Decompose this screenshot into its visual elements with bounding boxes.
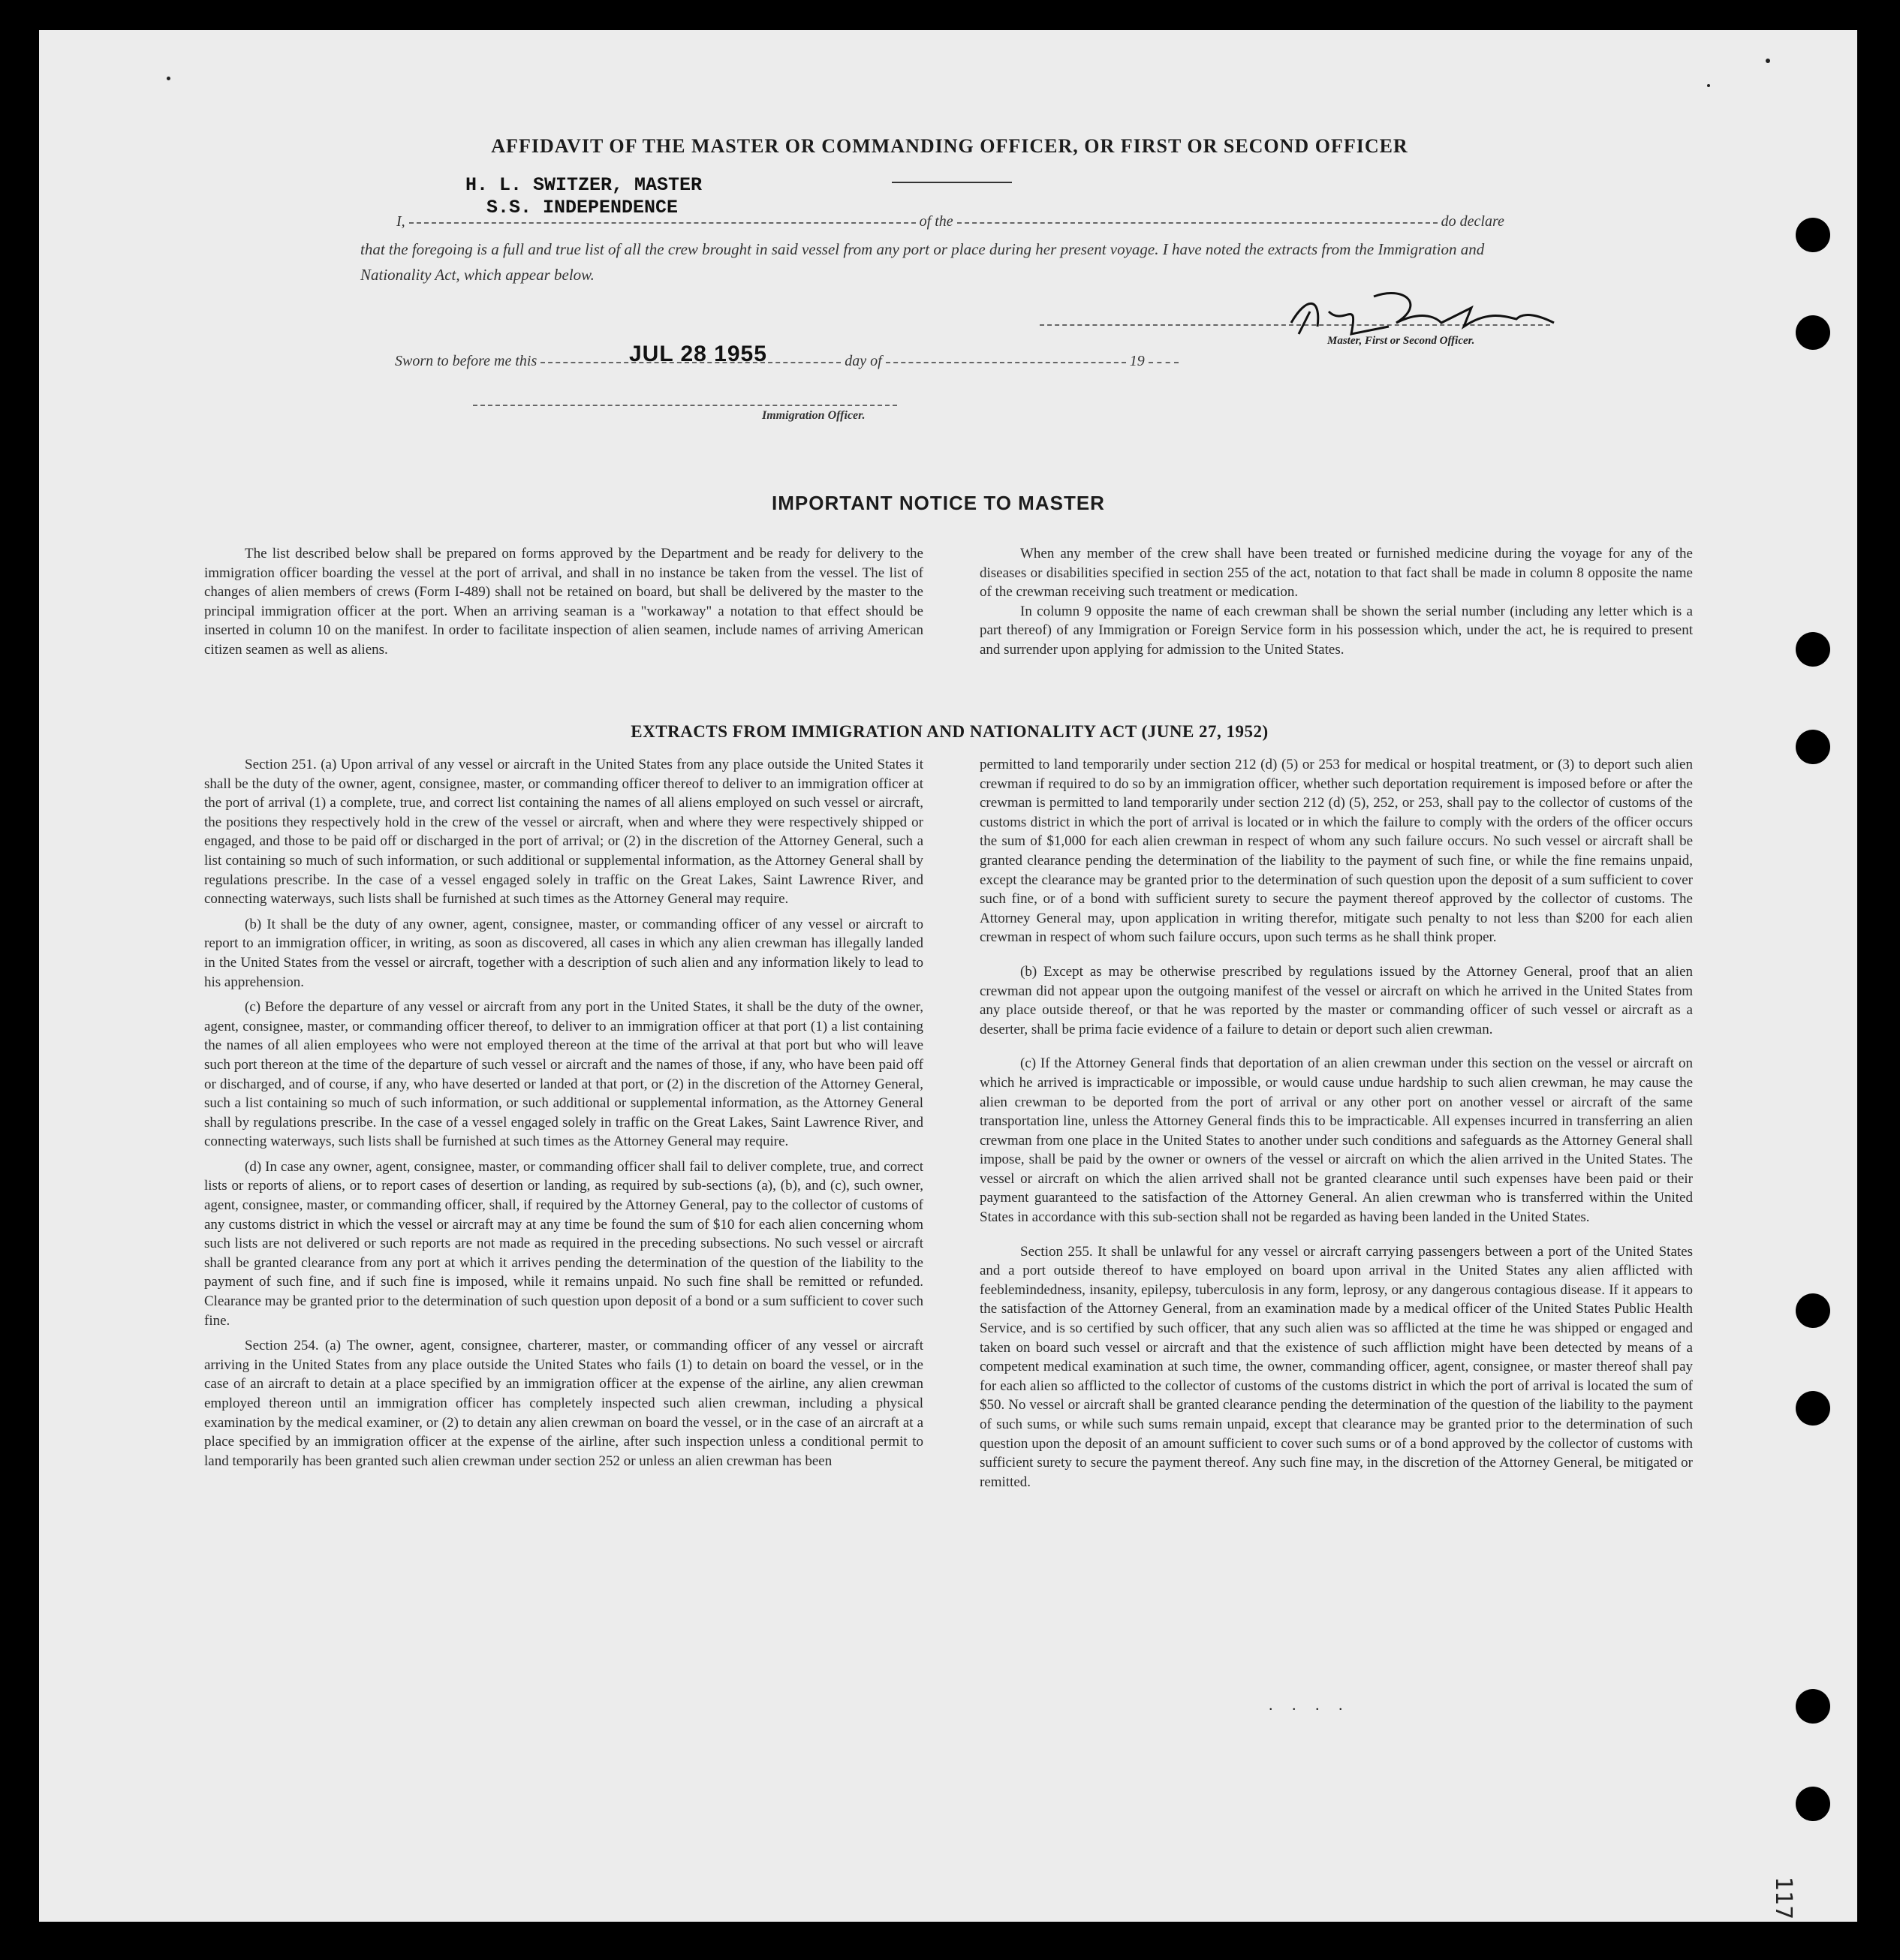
name-blank	[409, 221, 916, 224]
year-blank	[1149, 360, 1179, 363]
notice-right-column	[980, 544, 1693, 660]
sworn-line	[395, 353, 1179, 370]
prefix-i: I,	[396, 213, 405, 230]
binder-hole-1	[1796, 218, 1830, 252]
section-254-a-continued: permitted to land temporarily under section 212 (d) (5) or 253 for medical or hospital treatment, or (3) to deport such alien crewman if required to do so by an immigration officer, whether such deportation requirement is imposed before or after the crewman is permitted to land temporarily under section 212 (d) (5), 252, or 253, shall pay to the collector of customs of the customs district in which the port of arrival is located or in which the failure to comply with the orders of the officer occurs the sum of $1,000 for each alien crewman in respect of whom any such failure occurs. No such vessel or aircraft shall be granted clearance pending the determination of the liability to the payment of such fine, or while the fine remains unpaid, except the clearance may be granted prior to the determination of such question upon the deposit of a sum sufficient to cover such fine, or of a bond with sufficient surety to secure the payment thereof approved by the collector of customs. The Attorney General may, upon application in writing therefor, mitigate such penalty to not less than $200 for each alien crewman in respect of whom such failure occurs, upon such terms as he shall think proper.	[980, 757, 1693, 946]
binder-hole-6	[1796, 1391, 1830, 1426]
do-declare-label: do declare	[1441, 213, 1504, 230]
declaration-text: that the foregoing is a full and true list of all the crew brought in said vessel from any port or place during her present voyage. I have noted the extracts from the Immigration and Nationality Act, which appear below.	[360, 240, 1485, 284]
section-254-a: Section 254. (a) The owner, agent, consignee, charterer, master, or commanding officer of any vessel or aircraft arriving in the United States from any place outside the United States who fails (1) to detain on board the vessel, or in the case of an aircraft to detain at a place specified by an immigration officer at the expense of the airline, any alien crewman employed thereon until an immigration officer has completely inspected such alien crewman, including a physical examination by the medical examiner, or (2) to detain any alien crewman on board the vessel, or in the case of an aircraft at a place specified by an immigration officer at the expense of the airline, after such inspection unless a conditional permit to land temporarily has been granted such alien crewman under section 252 or unless an alien crewman has been	[204, 1338, 923, 1469]
month-blank	[886, 360, 1126, 363]
binder-hole-8	[1796, 1787, 1830, 1821]
extracts-left-column	[204, 755, 923, 1471]
binder-hole-7	[1796, 1689, 1830, 1724]
title-rule	[892, 182, 1012, 183]
section-251-d: (d) In case any owner, agent, consignee, master, or commanding officer shall fail to deliver complete, true, and correct lists or reports of aliens, or to report cases of desertion or landing, as required by sub-sections (a), (b), and (c), such owner, agent, consignee, master, or commanding officer, shall, if required by the Attorney General, pay to the collector of customs of any customs district in which the vessel or aircraft may at any time be found the sum of $10 for each alien concerning whom such lists are not delivered or such reports are not made as required in the preceding subsections. No such vessel or aircraft shall be granted clearance from any port at which it arrives pending the determination of the question of the liability to the payment of such fine, and if such fine is imposed, while it remains unpaid. No such fine shall be remitted or refunded. Clearance may be granted prior to the determination of such question upon deposit of a bond or a sum sufficient to cover such fine.	[204, 1158, 923, 1329]
binder-hole-5	[1796, 1293, 1830, 1328]
section-254-c: (c) If the Attorney General finds that deportation of an alien crewman under this section on the vessel or aircraft on which he arrived is impracticable or impossible, or would cause undue hardship to such alien crewman, he may cause the alien crewman to be deported from the port of arrival or any other port on another vessel or aircraft of the same transportation line, unless the Attorney General finds this to be impracticable. All expenses incurred in transferring an alien crewman from one place in the United States to another under such conditions and safeguards as the Attorney General shall impose, shall be paid by the owner or owners of the vessel or aircraft on which the alien arrived in the United States. The vessel or aircraft on which the alien arrived shall not be granted clearance until such expenses have been paid or their payment guaranteed to the satisfaction of the Attorney General. An alien crewman who is transferred within the United States in accordance with this sub-section shall not be regarded as having been landed in the United States.	[980, 1055, 1693, 1226]
binder-hole-2	[1796, 315, 1830, 350]
notice-right-paragraph-2: In column 9 opposite the name of each crewman shall be shown the serial number (including any letter which is a part thereof) of any Immigration or Foreign Service form in his possession which, under the act, he is required to present and surrender upon applying for admission to the United States.	[980, 603, 1693, 658]
declarant-line	[396, 213, 1504, 230]
binder-hole-4	[1796, 730, 1830, 764]
notice-right-paragraph-1: When any member of the crew shall have been treated or furnished medicine during the voyage for any of the diseases or disabilities specified in section 255 of the act, notation to that fact shall be made in column 8 opposite the name of the crewman receiving such treatment or medication.	[980, 546, 1693, 601]
section-251-c: (c) Before the departure of any vessel or aircraft from any port in the United States, it shall be the duty of the owner, agent, consignee, master, or commanding officer thereof, to deliver to an immigration officer at that port (1) a list containing the names of all alien employees who were not employed thereon at the time of the arrival at that port but who will leave such port thereon at the time of the departure of such vessel or aircraft and the names of those, if any, who have been paid off or discharged, and of course, if any, who have deserted or landed at that port, or (2) in the discretion of the Attorney General, such a list containing so much of such information, or such additional or supplemental information, as the Attorney General shall by regulations prescribe. In the case of a vessel engaged solely in traffic on the Great Lakes, Saint Lawrence River, and connecting waterways, such lists shall be furnished at such times as the Attorney General may require.	[204, 999, 923, 1150]
notice-left-column	[204, 544, 923, 660]
affidavit-title: AFFIDAVIT OF THE MASTER OR COMMANDING OFFICER, OR FIRST OR SECOND OFFICER	[491, 135, 1408, 157]
typed-vessel-name: S.S. INDEPENDENCE	[486, 197, 679, 218]
day-of-label: day of	[845, 353, 882, 369]
extracts-title: EXTRACTS FROM IMMIGRATION AND NATIONALITY ACT (JUNE 27, 1952)	[631, 722, 1269, 741]
section-251-a: Section 251. (a) Upon arrival of any vessel or aircraft in the United States from any place outside the United States it shall be the duty of the owner, agent, consignee, master, or commanding officer thereof to deliver to an immigration officer at the port of arrival (1) a complete, true, and correct list containing the names of all aliens employed on such vessel or aircraft, the positions they respectively hold in the crew of the vessel or aircraft, when and where they were respectively shipped or engaged, and those to be paid off or discharged in the port of arrival; or (2) in the discretion of the Attorney General, such a list containing so much of such information, or such additional or supplemental information, as the Attorney General shall by regulations prescribe. In the case of a vessel engaged solely in traffic on the Great Lakes, Saint Lawrence River, and connecting waterways, such lists shall be furnished at such times as the Attorney General may require.	[204, 757, 923, 908]
handwritten-margin-note: 117	[1770, 1877, 1796, 1920]
typed-master-name: H. L. SWITZER, MASTER	[465, 174, 703, 196]
scan-speck	[167, 77, 170, 80]
section-251-b: (b) It shall be the duty of any owner, agent, consignee, master, or commanding officer of any vessel or aircraft to report to an immigration officer, in writing, as soon as discovered, all cases in which any alien crewman has illegally landed in the United States from the vessel or aircraft, together with a description of such alien and any information likely to lead to his apprehension.	[204, 916, 923, 990]
sworn-label: Sworn to before me this	[395, 353, 537, 369]
scan-speck	[1766, 59, 1770, 63]
extracts-right-column	[980, 755, 1693, 1492]
date-stamp: JUL 28 1955	[629, 342, 767, 366]
signature-caption: Master, First or Second Officer.	[1327, 335, 1475, 347]
vessel-blank	[957, 221, 1438, 224]
year-prefix: 19	[1129, 353, 1145, 369]
binder-hole-3	[1796, 632, 1830, 667]
officer-blank	[473, 403, 897, 406]
scan-speck	[1707, 84, 1710, 87]
of-the-label: of the	[919, 213, 953, 230]
section-255: Section 255. It shall be unlawful for any vessel or aircraft carrying passengers between a port of the United States and a port outside thereof to have employed on board upon arrival in the United States any alien afflicted with feeblemindedness, insanity, epilepsy, tuberculosis in any form, leprosy, or any dangerous contagious disease. If it appears to the satisfaction of the Attorney General, from an examination made by a medical officer of the United States Public Health Service, and is so certified by such officer, that any such alien was so afflicted at the time he was shipped or engaged and taken on board such vessel or aircraft and that the existence of such affliction might have been detected by means of a competent medical examination at such time, the owner, commanding officer, agent, consignee, or master thereof shall pay for each alien so afflicted to the collector of customs of the customs district in which the port of arrival is located the sum of $50. No vessel or aircraft shall be granted clearance pending the determination of the question of the liability to the payment of such sums, or while such sums remain unpaid, except that clearance may be granted prior to the determination of such question upon the deposit of an amount sufficient to cover such sums or of a bond approved by the collector of customs with sufficient surety to secure the payment thereof. Any such fine may, in the discretion of the Attorney General, be mitigated or remitted.	[980, 1243, 1693, 1490]
officer-caption: Immigration Officer.	[762, 409, 866, 422]
notice-left-paragraph: The list described below shall be prepared on forms approved by the Department and be ready for delivery to the immigration officer boarding the vessel at the port of arrival, and shall in no instance be taken from the vessel. The list of changes of alien members of crews (Form I-489) shall not be retained on board, but shall be delivered by the master to the principal immigration officer at the port. When an arriving seaman is a "workaway" a notation to that effect should be inserted in column 10 on the manifest. In order to facilitate inspection of alien seamen, include names of arriving American citizen seamen as well as aliens.	[204, 546, 923, 658]
notice-title: IMPORTANT NOTICE TO MASTER	[772, 492, 1105, 514]
ellipsis: . . . .	[1269, 1695, 1350, 1714]
section-254-b: (b) Except as may be otherwise prescribed by regulations issued by the Attorney General, proof that an alien crewman did not appear upon the outgoing manifest of the vessel or aircraft on which he arrived in the United States from any place outside thereof, or that he was reported by the master or commanding officer of such vessel or aircraft as a deserter, shall be prima facie evidence of a failure to detain or deport such alien crewman.	[980, 963, 1693, 1037]
